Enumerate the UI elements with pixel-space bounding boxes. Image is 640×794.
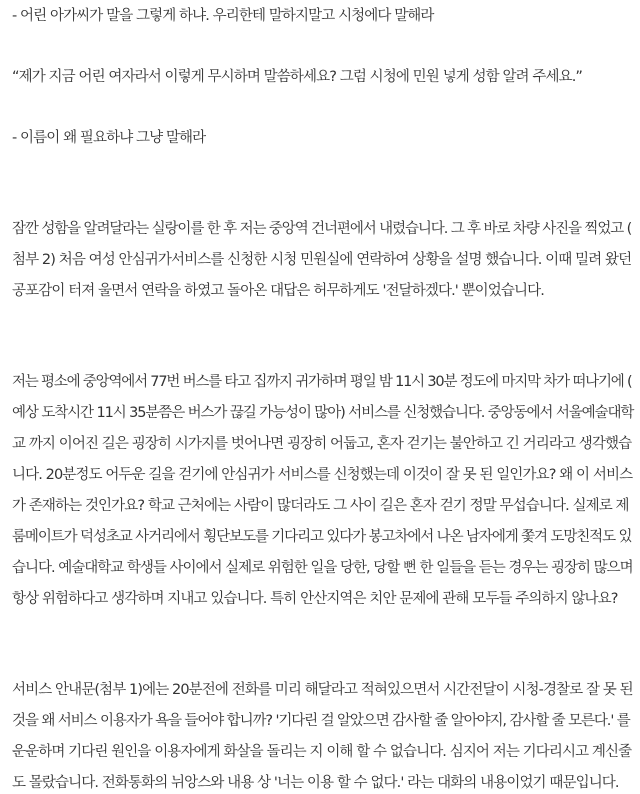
paragraph-line: 습니다. 예술대학교 학생들 사이에서 실제로 위험한 일을 당한, 당할 뻔 한 일들을 듣는 경우는 굉장히 많으며: [12, 560, 633, 576]
paragraph-line: 것을 왜 서비스 이용자가 욕을 들어야 합니까? '기다린 걸 알았으면 감사할 줄 알아야지, 감사할 줄 모른다.' 를: [12, 713, 630, 729]
paragraph-line: 도 몰랐습니다. 전화통화의 뉘앙스와 내용 상 '너는 이용 할 수 없다.' 라는 대화의 내용이었기 때문입니다.: [12, 775, 619, 791]
paragraph-line: 저는 평소에 중앙역에서 77번 버스를 타고 집까지 귀가하며 평일 밤 11시 30분 정도에 마지막 차가 떠나기에 (: [12, 374, 632, 390]
paragraph-line: 룸메이트가 덕성초교 사거리에서 횡단보도를 기다리고 있다가 봉고차에서 나온 남자에게 쫓겨 도망친적도 있: [12, 529, 632, 545]
paragraph-line: 니다. 20분정도 어두운 길을 걷기에 안심귀가 서비스를 신청했는데 이것이 잘 못 된 일인가요? 왜 이 서비스: [12, 467, 633, 483]
paragraph-line: 잠깐 성함을 알려달라는 실랑이를 한 후 저는 중앙역 건너편에서 내렸습니다. 그 후 바로 차량 사진을 찍었고 (: [12, 221, 632, 237]
dialogue-line: - 이름이 왜 필요하냐 그냥 말해라: [12, 130, 206, 146]
paragraph-line: 서비스 안내문(첨부 1)에는 20분전에 전화를 미리 해달라고 적혀있으면서 시간전달이 시청-경찰로 잘 못 된: [12, 682, 633, 698]
paragraph-line: 예상 도착시간 11시 35분쯤은 버스가 끊길 가능성이 많아) 서비스를 신청했습니다. 중앙동에서 서울예술대학: [12, 405, 634, 421]
paragraph-line: 첨부 2) 처음 여성 안심귀가서비스를 신청한 시청 민원실에 연락하여 상황을 설명 했습니다. 이때 밀려 왔던: [12, 252, 632, 268]
paragraph-line: 가 존재하는 것인가요? 학교 근처에는 사람이 많더라도 그 사이 길은 혼자 걷기 정말 무섭습니다. 실제로 제: [12, 498, 629, 514]
paragraph-line: 공포감이 터져 울면서 연락을 하였고 돌아온 대답은 허무하게도 '전달하겠다.' 뿐이었습니다.: [12, 283, 544, 299]
paragraph-line: 교 까지 이어진 길은 굉장히 시가지를 벗어나면 굉장히 어둡고, 혼자 걷기는 불안하고 긴 거리라고 생각했습: [12, 436, 632, 452]
paragraph-line: 항상 위험하다고 생각하며 지내고 있습니다. 특히 안산지역은 치안 문제에 관해 모두들 주의하지 않나요?: [12, 591, 618, 607]
dialogue-line: - 어린 아가씨가 말을 그렇게 하냐. 우리한테 말하지말고 시청에다 말해라: [12, 8, 434, 24]
dialogue-line: “제가 지금 어린 여자라서 이렇게 무시하며 말씀하세요? 그럼 시청에 민원 넣게 성함 알려 주세요.”: [12, 69, 583, 85]
paragraph-line: 운운하며 기다린 원인을 이용자에게 화살을 돌리는 지 이해 할 수 없습니다. 심지어 저는 기다리시고 계신줄: [12, 744, 632, 760]
